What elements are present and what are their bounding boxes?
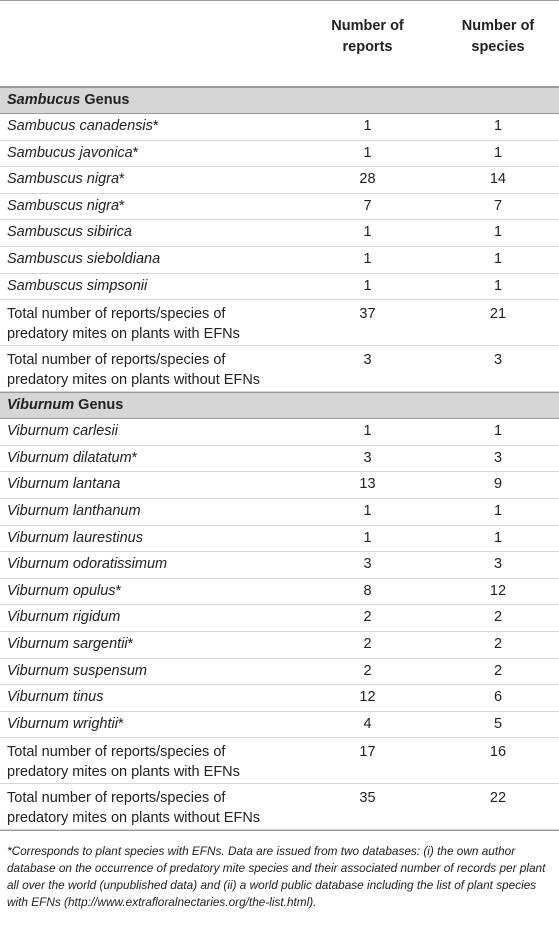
table-row xyxy=(0,194,559,221)
species-cell: 1 xyxy=(493,118,503,134)
species-name: Sambuscus sieboldiana xyxy=(7,250,161,267)
species-cell: 2 xyxy=(493,662,503,679)
reports-cell: 28 xyxy=(359,171,376,188)
table-row xyxy=(0,712,559,739)
species-cell: 21 xyxy=(489,306,507,323)
table-row xyxy=(0,220,559,247)
efn-marker: * xyxy=(152,118,159,134)
species-name: Viburnum suspensum xyxy=(7,662,147,679)
species-cell: 2 xyxy=(493,635,503,652)
species-cell: 7 xyxy=(493,197,503,214)
sambucus-section xyxy=(0,87,559,392)
species-name: Viburnum wrightii xyxy=(7,715,118,732)
table-header xyxy=(0,1,559,87)
efn-marker: * xyxy=(119,171,125,188)
efn-marker: * xyxy=(127,635,134,652)
reports-cell: 4 xyxy=(363,715,372,732)
header-blank xyxy=(0,1,298,86)
species-name: Sambucus javonica xyxy=(7,144,133,161)
table-row xyxy=(0,247,559,274)
species-name: Viburnum odoratissimum xyxy=(7,556,168,573)
species-name: Viburnum tinus xyxy=(7,689,104,706)
total-row: Total number of reports/species of predatory mites on plants without EFNs 35 22 xyxy=(0,784,559,830)
header-species: Number of species xyxy=(461,18,535,55)
table-row xyxy=(0,472,559,499)
species-name: Viburnum rigidum xyxy=(7,609,121,626)
total-row: Total number of reports/species of predatory mites on plants with EFNs 17 16 xyxy=(0,738,559,784)
species-name: Viburnum sargentii xyxy=(7,635,128,652)
table-row xyxy=(0,114,559,141)
reports-cell: 2 xyxy=(363,662,372,679)
efn-marker: * xyxy=(117,715,124,732)
efn-marker: * xyxy=(132,144,139,161)
species-cell: 1 xyxy=(493,250,503,267)
reports-cell: 7 xyxy=(363,197,372,214)
species-cell: 1 xyxy=(493,224,503,241)
species-cell: 5 xyxy=(493,715,503,732)
total-row: Total number of reports/species of predatory mites on plants without EFNs 3 3 xyxy=(0,346,559,392)
species-cell: 1 xyxy=(493,529,503,546)
table-row xyxy=(0,605,559,632)
reports-cell: 1 xyxy=(363,118,372,134)
total-row: Total number of reports/species of predatory mites on plants with EFNs 37 21 xyxy=(0,300,559,346)
species-cell: 1 xyxy=(493,144,503,161)
viburnum-section xyxy=(0,392,559,830)
header-reports: Number of reports xyxy=(331,18,404,55)
reports-cell: 1 xyxy=(363,224,372,241)
reports-cell: 3 xyxy=(363,449,372,466)
reports-cell: 1 xyxy=(363,277,372,294)
table-row xyxy=(0,552,559,579)
species-name: Sambucus canadensis xyxy=(7,118,153,134)
reports-cell: 13 xyxy=(359,476,376,493)
table-row xyxy=(0,446,559,473)
reports-cell: 3 xyxy=(363,556,372,573)
species-cell: 2 xyxy=(493,609,503,626)
species-cell: 14 xyxy=(489,171,507,188)
footnote: *Corresponds to plant species with EFNs. Data are issued from two databases: (i) the own author database on the occurrence of predatory mite species and their associated number of records per plant all over the world (unpublished data) and (ii) a world public database including the list of plant species with EFNs (http://www.extrafloralnectaries.org/the-list.html). xyxy=(0,830,559,911)
species-cell: 1 xyxy=(493,423,503,440)
efn-marker: * xyxy=(119,197,125,214)
reports-cell: 17 xyxy=(359,744,376,761)
table-row xyxy=(0,499,559,526)
reports-cell: 35 xyxy=(359,790,376,807)
table-row xyxy=(0,685,559,712)
reports-cell: 3 xyxy=(363,352,372,369)
table-row xyxy=(0,167,559,194)
species-name: Sambuscus sibirica xyxy=(7,224,132,241)
species-cell: 9 xyxy=(493,476,503,493)
species-cell: 3 xyxy=(493,449,503,466)
table-row xyxy=(0,141,559,168)
reports-cell: 1 xyxy=(363,529,372,546)
species-name: Viburnum dilatatum xyxy=(7,449,132,466)
table-row xyxy=(0,274,559,301)
reports-cell: 1 xyxy=(363,144,372,161)
species-name: Viburnum opulus xyxy=(7,582,116,599)
reports-cell: 12 xyxy=(359,689,376,706)
species-name: Sambuscus nigra xyxy=(7,171,120,188)
reports-cell: 2 xyxy=(363,635,372,652)
species-cell: 6 xyxy=(493,689,503,706)
species-name: Viburnum lantana xyxy=(7,476,121,493)
species-cell: 3 xyxy=(493,556,503,573)
reports-cell: 1 xyxy=(363,250,372,267)
table-row xyxy=(0,526,559,553)
reports-cell: 37 xyxy=(359,306,376,323)
efn-marker: * xyxy=(131,449,138,466)
reports-cell: 2 xyxy=(363,609,372,626)
species-cell: 22 xyxy=(489,790,507,807)
species-cell: 1 xyxy=(493,277,503,294)
species-name: Viburnum laurestinus xyxy=(7,529,143,546)
table-row xyxy=(0,632,559,659)
species-name: Sambuscus nigra xyxy=(7,197,120,214)
table-row xyxy=(0,659,559,686)
table-row xyxy=(0,419,559,446)
reports-cell: 8 xyxy=(363,582,372,599)
efn-marker: * xyxy=(115,582,122,599)
species-name: Sambuscus simpsonii xyxy=(7,277,148,294)
viburnum-genus-heading: Viburnum Genus xyxy=(0,392,559,419)
species-cell: 16 xyxy=(489,744,507,761)
reports-cell: 1 xyxy=(363,423,372,440)
species-cell: 3 xyxy=(493,352,503,369)
species-cell: 1 xyxy=(493,502,503,519)
species-cell: 12 xyxy=(489,582,507,599)
sambucus-genus-heading: Sambucus Genus xyxy=(0,87,559,114)
reports-cell: 1 xyxy=(363,502,372,519)
species-name: Viburnum lanthanum xyxy=(7,502,141,519)
table-row xyxy=(0,579,559,606)
species-name: Viburnum carlesii xyxy=(7,423,118,440)
